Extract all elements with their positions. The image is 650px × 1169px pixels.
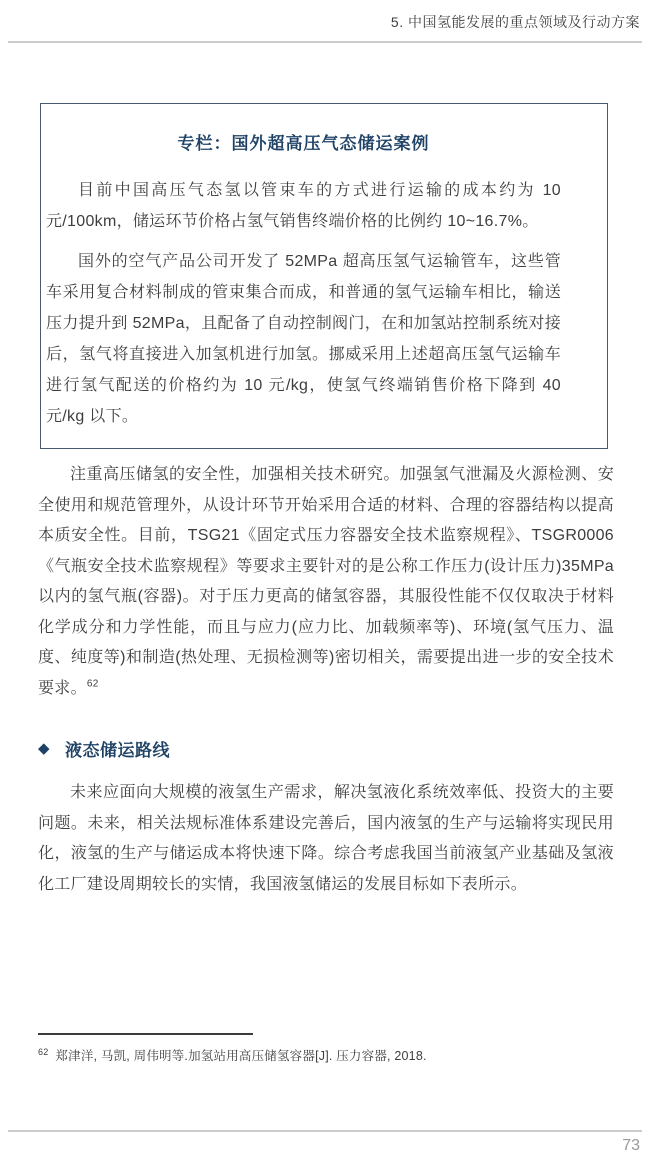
callout-box — [40, 103, 608, 449]
footnote-marker: 62 — [38, 1046, 49, 1057]
footnote-reference: 62 — [86, 678, 99, 690]
footnote-divider — [38, 1033, 253, 1035]
safety-paragraph — [38, 460, 614, 704]
page-number: 73 — [622, 1137, 640, 1154]
callout-paragraph-1: 目前中国高压气态氢以管束车的方式进行运输的成本约为 10 元/100km，储运环节价格占氢气销售终端价格的比例约 10~16.7%。 — [46, 182, 561, 230]
footer-divider — [8, 1130, 642, 1132]
callout-box-title: 专栏：国外超高压气态储运案例 — [177, 134, 430, 153]
footnote — [38, 1046, 598, 1064]
callout-paragraph-2: 国外的空气产品公司开发了 52MPa 超高压氢气运输管车，这些管车采用复合材料制成的管束集合而成，和普通的氢气运输车相比，输送压力提升到 52MPa，且配备了自动控制阀门，在和加氢站控制系统对接后，氢气将直接进入加氢机进行加氢。挪威采用上述超高压氢气运输车进行氢气配送的价格约为 10 元/kg，使氢气终端销售价格下降到 40 元/kg 以下。 — [46, 253, 561, 425]
section-heading-label: 液态储运路线 — [65, 741, 171, 760]
footnote-text: 郑津洋, 马凯, 周伟明等.加氢站用高压储氢容器[J]. 压力容器, 2018. — [55, 1049, 427, 1063]
diamond-bullet-icon: ◆ — [38, 740, 51, 757]
liquid-hydrogen-paragraph: 未来应面向大规模的液氢生产需求，解决氢液化系统效率低、投资大的主要问题。未来，相关法规标准体系建设完善后，国内液氢的生产与运输将实现民用化，液氢的生产与储运成本将快速下降。综合考虑我国当前液氢产业基础及氢液化工厂建设周期较长的实情，我国液氢储运的发展目标如下表所示。 — [38, 784, 614, 893]
section-heading-liquid-storage — [38, 736, 170, 761]
running-header: 5. 中国氢能发展的重点领域及行动方案 — [390, 14, 640, 30]
safety-paragraph-text: 注重高压储氢的安全性，加强相关技术研究。加强氢气泄漏及火源检测、安全使用和规范管理外，从设计环节开始采用合适的材料、合理的容器结构以提高本质安全性。目前，TSG21《固定式压力容器安全技术监察规程》、TSGR0006《气瓶安全技术监察规程》等要求主要针对的是公称工作压力(设计压力)35MPa 以内的氢气瓶(容器)。对于压力更高的储氢容器，其服役性能不仅仅取决于材料化学成分和力学性能，而且与应力(应力比、加载频率等)、环境(氢气压力、温度、纯度等)和制造(热处理、无损检测等)密切相关，需要提出进一步的安全技术要求。 — [38, 466, 614, 697]
header-divider — [8, 41, 642, 43]
